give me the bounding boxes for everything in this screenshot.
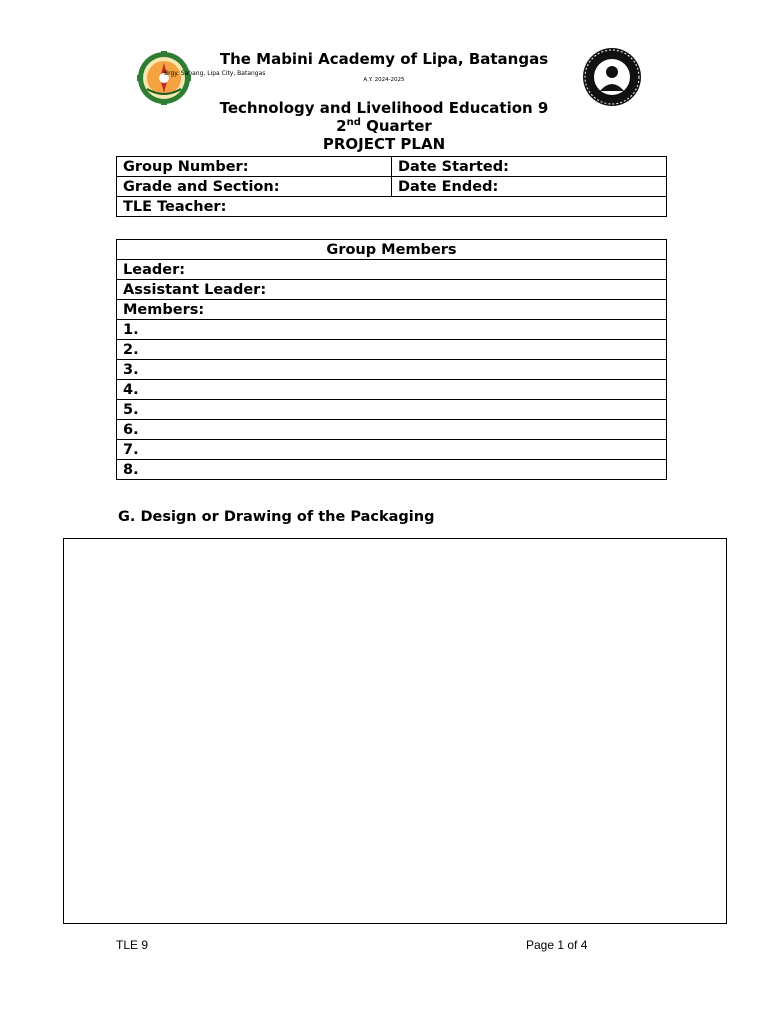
table-row — [117, 260, 667, 280]
date-started-field[interactable]: Date Started: — [392, 157, 667, 177]
quarter-label: Quarter — [360, 117, 432, 135]
table-row — [117, 157, 667, 177]
table-row — [117, 300, 667, 320]
leader-field[interactable]: Leader: — [117, 260, 667, 280]
school-address: Brgy. Sabang, Lipa City, Batangas — [164, 70, 266, 77]
table-row — [117, 197, 667, 217]
table-row — [117, 440, 667, 460]
grade-section-field[interactable]: Grade and Section: — [117, 177, 392, 197]
date-ended-field[interactable]: Date Ended: — [392, 177, 667, 197]
table-row — [117, 177, 667, 197]
table-row — [117, 380, 667, 400]
group-members-table — [116, 239, 667, 480]
quarter-suffix: nd — [346, 117, 361, 128]
table-row — [117, 400, 667, 420]
table-row — [117, 420, 667, 440]
table-row — [117, 280, 667, 300]
packaging-drawing-area[interactable] — [63, 538, 727, 924]
subject-title: Technology and Livelihood Education 9 — [219, 99, 549, 117]
footer-subject: TLE 9 — [116, 938, 149, 952]
group-number-field[interactable]: Group Number: — [117, 157, 392, 177]
table-row — [117, 320, 667, 340]
member-row-1[interactable]: 1. — [117, 320, 667, 340]
member-row-5[interactable]: 5. — [117, 400, 667, 420]
assistant-leader-field[interactable]: Assistant Leader: — [117, 280, 667, 300]
member-row-6[interactable]: 6. — [117, 420, 667, 440]
footer-page-number: Page 1 of 4 — [526, 938, 588, 952]
table-row — [117, 360, 667, 380]
academic-year: A.Y. 2024-2025 — [363, 77, 405, 83]
table-row — [117, 460, 667, 480]
member-row-2[interactable]: 2. — [117, 340, 667, 360]
group-info-table — [116, 156, 667, 217]
table-row — [117, 240, 667, 260]
member-row-8[interactable]: 8. — [117, 460, 667, 480]
group-members-heading: Group Members — [117, 240, 667, 260]
quarter-number: 2 — [336, 117, 347, 135]
school-name: The Mabini Academy of Lipa, Batangas — [219, 50, 549, 68]
table-row — [117, 340, 667, 360]
member-row-7[interactable]: 7. — [117, 440, 667, 460]
member-row-4[interactable]: 4. — [117, 380, 667, 400]
quarter-title — [0, 117, 768, 135]
section-title: G. Design or Drawing of the Packaging — [118, 509, 435, 525]
tle-teacher-field[interactable]: TLE Teacher: — [117, 197, 667, 217]
plan-title: PROJECT PLAN — [322, 135, 446, 153]
member-row-3[interactable]: 3. — [117, 360, 667, 380]
members-label: Members: — [117, 300, 667, 320]
